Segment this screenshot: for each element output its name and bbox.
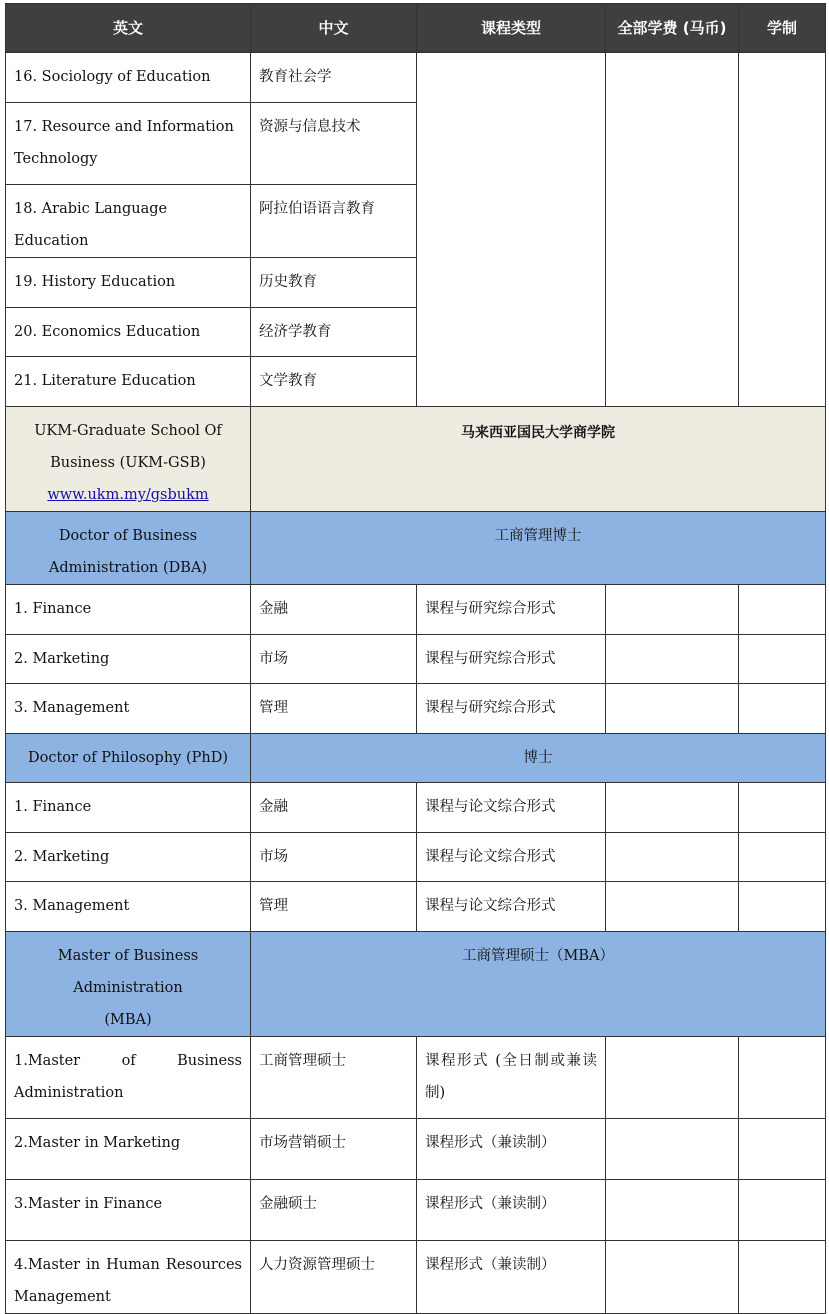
program-en: 3. Management (6, 882, 251, 932)
tuition-cell (606, 585, 739, 635)
tuition-cell (606, 1037, 739, 1119)
program-en-line1 (14, 1249, 242, 1281)
header-tuition: 全部学费 (马币) (606, 4, 739, 53)
program-type: 课程形式（兼读制） (417, 1180, 606, 1241)
program-en-word: in (86, 1257, 101, 1273)
section-mba-en-line1: Master of Business (57, 948, 199, 964)
section-mba-zh: 工商管理硕士（MBA） (251, 932, 826, 1037)
program-en: 3.Master in Finance (6, 1180, 251, 1241)
institution-zh-name: 马来西亚国民大学商学院 (251, 407, 826, 512)
duration-cell (739, 635, 826, 684)
header-row (6, 4, 826, 53)
section-dba-en-line2: Administration (DBA) (48, 560, 208, 576)
tuition-cell (606, 53, 739, 407)
table-row (6, 783, 826, 833)
program-en: 3. Management (6, 684, 251, 734)
program-en-word: 1.Master (14, 1053, 81, 1069)
program-zh: 工商管理硕士 (251, 1037, 417, 1119)
program-zh: 阿拉伯语语言教育 (251, 185, 417, 258)
section-dba-zh: 工商管理博士 (251, 512, 826, 585)
program-type: 课程与论文综合形式 (417, 783, 606, 833)
tuition-cell (606, 783, 739, 833)
program-en: 2.Master in Marketing (6, 1119, 251, 1180)
section-phd-zh: 博士 (251, 734, 826, 783)
program-en: 19. History Education (6, 258, 251, 308)
program-zh: 人力资源管理硕士 (251, 1241, 417, 1314)
program-zh: 文学教育 (251, 357, 417, 407)
program-en-word: Human (106, 1257, 160, 1273)
section-mba-en-line2: Administration (73, 980, 183, 996)
table-row (6, 1037, 826, 1119)
section-dba-en-line1: Doctor of Business (58, 528, 198, 544)
tuition-cell (606, 1119, 739, 1180)
duration-cell (739, 882, 826, 932)
table-row (6, 585, 826, 635)
program-zh: 经济学教育 (251, 308, 417, 357)
duration-cell (739, 1119, 826, 1180)
header-english: 英文 (6, 4, 251, 53)
table-row (6, 1119, 826, 1180)
program-zh: 金融 (251, 783, 417, 833)
table-row (6, 882, 826, 932)
section-mba-en (6, 932, 251, 1037)
program-zh: 市场 (251, 833, 417, 882)
header-duration: 学制 (739, 4, 826, 53)
program-type: 课程形式 (全日制或兼读制) (417, 1037, 606, 1119)
tuition-cell (606, 1180, 739, 1241)
program-type: 课程与论文综合形式 (417, 833, 606, 882)
duration-cell (739, 684, 826, 734)
program-en: 18. Arabic Language Education (6, 185, 251, 258)
program-zh: 市场营销硕士 (251, 1119, 417, 1180)
program-zh: 管理 (251, 684, 417, 734)
program-en: 20. Economics Education (6, 308, 251, 357)
program-type: 课程与研究综合形式 (417, 585, 606, 635)
program-type: 课程与研究综合形式 (417, 684, 606, 734)
program-en-word: Business (177, 1053, 242, 1069)
program-zh: 教育社会学 (251, 53, 417, 103)
duration-cell (739, 53, 826, 407)
program-en-line1 (14, 1045, 242, 1077)
section-phd-en: Doctor of Philosophy (PhD) (6, 734, 251, 783)
program-en (6, 1037, 251, 1119)
program-en: 17. Resource and Information Technology (6, 103, 251, 185)
program-en: 2. Marketing (6, 833, 251, 882)
program-zh: 市场 (251, 635, 417, 684)
program-type: 课程与研究综合形式 (417, 635, 606, 684)
duration-cell (739, 1037, 826, 1119)
tuition-cell (606, 684, 739, 734)
course-type-cell (417, 53, 606, 407)
tuition-cell (606, 1241, 739, 1314)
programs-table (5, 3, 826, 1314)
table-row (6, 684, 826, 734)
duration-cell (739, 783, 826, 833)
duration-cell (739, 833, 826, 882)
program-en-word: Resources (165, 1257, 242, 1273)
program-zh: 资源与信息技术 (251, 103, 417, 185)
program-en (6, 1241, 251, 1314)
institution-name-line1: UKM-Graduate School Of (34, 423, 222, 439)
program-en: 1. Finance (6, 783, 251, 833)
program-type: 课程与论文综合形式 (417, 882, 606, 932)
program-en: 16. Sociology of Education (6, 53, 251, 103)
program-en: 2. Marketing (6, 635, 251, 684)
table-row (6, 635, 826, 684)
institution-name-line2: Business (UKM-GSB) (50, 455, 206, 471)
program-en: 1. Finance (6, 585, 251, 635)
duration-cell (739, 1180, 826, 1241)
program-en-line2: Administration (14, 1085, 124, 1101)
table-row (6, 833, 826, 882)
table-row (6, 1241, 826, 1314)
program-en: 21. Literature Education (6, 357, 251, 407)
program-type: 课程形式（兼读制） (417, 1241, 606, 1314)
section-row-phd (6, 734, 826, 783)
table-row (6, 1180, 826, 1241)
duration-cell (739, 585, 826, 635)
tuition-cell (606, 833, 739, 882)
program-zh: 管理 (251, 882, 417, 932)
section-mba-en-line3: (MBA) (104, 1012, 152, 1028)
program-type: 课程形式（兼读制） (417, 1119, 606, 1180)
program-en-word: of (121, 1053, 136, 1069)
section-row-mba (6, 932, 826, 1037)
tuition-cell (606, 882, 739, 932)
program-en-word: 4.Master (14, 1257, 81, 1273)
program-zh: 金融硕士 (251, 1180, 417, 1241)
tuition-cell (606, 635, 739, 684)
header-chinese: 中文 (251, 4, 417, 53)
institution-name-cell (6, 407, 251, 512)
duration-cell (739, 1241, 826, 1314)
header-course-type: 课程类型 (417, 4, 606, 53)
section-dba-en (6, 512, 251, 585)
program-en-line2: Management (14, 1289, 111, 1305)
table-row (6, 53, 826, 103)
institution-link[interactable]: www.ukm.my/gsbukm (47, 487, 209, 503)
institution-row (6, 407, 826, 512)
program-zh: 金融 (251, 585, 417, 635)
section-row-dba (6, 512, 826, 585)
program-zh: 历史教育 (251, 258, 417, 308)
